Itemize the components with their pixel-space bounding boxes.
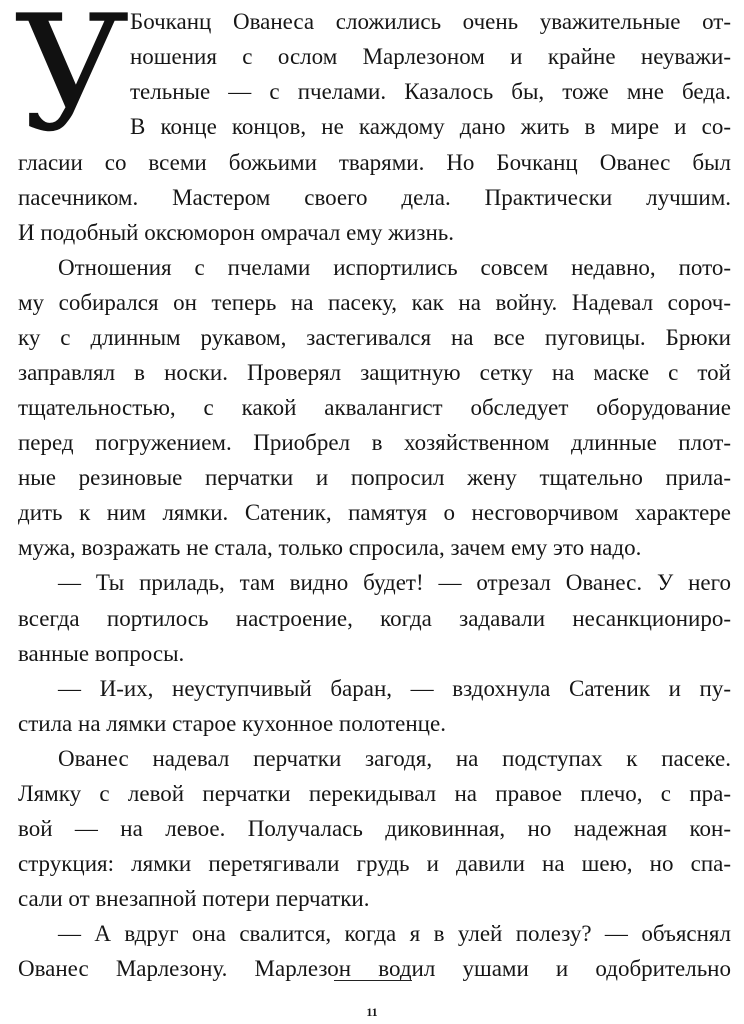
text-line: струкция: лямки перетягивали грудь и давили на шею, но спа- — [18, 851, 731, 876]
text-line: му собирался он теперь на пасеку, как на войну. Надевал сороч- — [18, 290, 731, 315]
text-line: Бочканц Ованеса сложились очень уважительные от- — [130, 9, 731, 34]
drop-cap: У — [14, 0, 130, 167]
text-line: пасечником. Мастером своего дела. Практически лучшим. — [18, 185, 731, 210]
text-line: ванные вопросы. — [18, 641, 185, 666]
text-line: сали от внезапной потери перчатки. — [18, 886, 370, 911]
text-line: стила на лямки старое кухонное полотенце. — [18, 711, 446, 736]
text-line: перед погружением. Приобрел в хозяйственном длинные плот- — [18, 430, 731, 455]
text-line: И подобный оксюморон омрачал ему жизнь. — [18, 220, 454, 245]
page-number: 11 — [366, 1005, 378, 1019]
text-line: всегда портилось настроение, когда задавали несанкциониро- — [18, 606, 731, 631]
text-line: Ованес надевал перчатки загодя, на подступах к пасеке. — [58, 746, 731, 771]
text-line: — А вдруг она свалится, когда я в улей полезу? — объяснял — [58, 921, 731, 946]
text-line: мужа, возражать не стала, только спросила, зачем ему это надо. — [18, 535, 642, 560]
text-line: заправлял в носки. Проверял защитную сетку на маске с той — [18, 360, 731, 385]
text-line: — И-их, неуступчивый баран, — вздохнула Сатеник и пу- — [58, 676, 731, 701]
text-line: тельные — с пчелами. Казалось бы, тоже мне беда. — [130, 79, 731, 104]
text-line: ношения с ослом Марлезоном и крайне неуважи- — [130, 44, 731, 69]
text-line: вой — на левое. Получалась диковинная, но надежная кон- — [18, 816, 731, 841]
text-line: В конце концов, не каждому дано жить в мире и со- — [130, 114, 731, 139]
text-line: Ованес Марлезону. Марлезон водил ушами и одобрительно — [18, 956, 731, 981]
text-line: ные резиновые перчатки и попросил жену тщательно прила- — [18, 465, 731, 490]
text-line: Лямку с левой перчатки перекидывал на правое плечо, с пра- — [18, 781, 731, 806]
text-line: Отношения с пчелами испортились совсем недавно, пото- — [58, 255, 731, 280]
footer-rule — [334, 980, 412, 981]
text-line: ку с длинным рукавом, застегивался на все пуговицы. Брюки — [18, 325, 731, 350]
text-line: гласии со всеми божьими тварями. Но Бочканц Ованес был — [18, 150, 731, 175]
text-line: дить к ним лямки. Сатеник, памятуя о несговорчивом характере — [18, 500, 731, 525]
text-line: тщательностью, с какой аквалангист обследует оборудование — [18, 395, 731, 420]
text-line: — Ты приладь, там видно будет! — отрезал Ованес. У него — [58, 570, 731, 595]
